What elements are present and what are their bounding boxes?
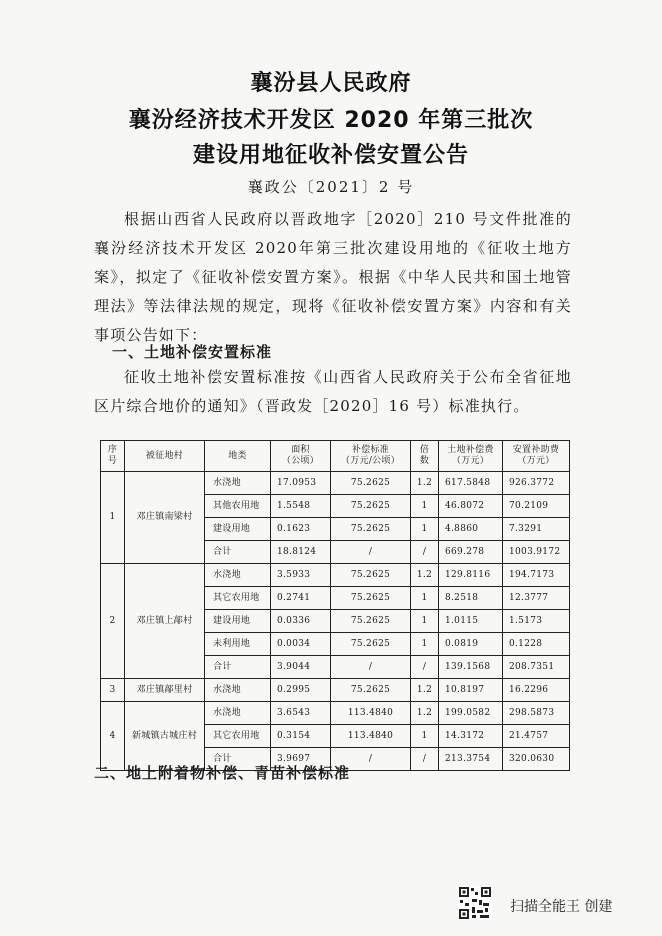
cell-land-fee: 129.8116 bbox=[439, 564, 503, 587]
cell-subsidy: 21.4757 bbox=[503, 725, 570, 748]
cell-land-fee: 669.278 bbox=[439, 541, 503, 564]
cell-standard: 75.2625 bbox=[331, 472, 411, 495]
cell-land-fee: 199.0582 bbox=[439, 702, 503, 725]
cell-standard: 75.2625 bbox=[331, 610, 411, 633]
cell-area: 3.9044 bbox=[271, 656, 331, 679]
cell-subsidy: 16.2296 bbox=[503, 679, 570, 702]
cell-multiple: 1.2 bbox=[411, 702, 439, 725]
cell-seq: 3 bbox=[101, 679, 125, 702]
cell-land-fee: 8.2518 bbox=[439, 587, 503, 610]
cell-village: 邓庄镇南梁村 bbox=[125, 472, 205, 564]
cell-seq: 1 bbox=[101, 472, 125, 564]
cell-subsidy: 7.3291 bbox=[503, 518, 570, 541]
cell-land-fee: 213.3754 bbox=[439, 748, 503, 771]
cell-multiple: 1.2 bbox=[411, 564, 439, 587]
cell-standard: 75.2625 bbox=[331, 564, 411, 587]
cell-standard: 75.2625 bbox=[331, 495, 411, 518]
header-subsidy: 安置补助费 （万元） bbox=[503, 441, 570, 472]
cell-subsidy: 0.1228 bbox=[503, 633, 570, 656]
cell-land-type: 建设用地 bbox=[205, 610, 271, 633]
cell-land-type: 合计 bbox=[205, 656, 271, 679]
cell-land-fee: 14.3172 bbox=[439, 725, 503, 748]
cell-land-type: 其他农用地 bbox=[205, 495, 271, 518]
cell-subsidy: 194.7173 bbox=[503, 564, 570, 587]
cell-land-fee: 617.5848 bbox=[439, 472, 503, 495]
cell-subsidy: 1.5173 bbox=[503, 610, 570, 633]
cell-land-fee: 0.0819 bbox=[439, 633, 503, 656]
cell-multiple: 1 bbox=[411, 495, 439, 518]
cell-multiple: / bbox=[411, 541, 439, 564]
cell-standard: 113.4840 bbox=[331, 725, 411, 748]
cell-village: 邓庄镇上鄗村 bbox=[125, 564, 205, 679]
cell-standard: / bbox=[331, 656, 411, 679]
cell-standard: 75.2625 bbox=[331, 587, 411, 610]
table-row bbox=[101, 679, 570, 702]
header-area: 面积 （公顷） bbox=[271, 441, 331, 472]
cell-multiple: 1 bbox=[411, 725, 439, 748]
cell-area: 0.0336 bbox=[271, 610, 331, 633]
header-village: 被征地村 bbox=[125, 441, 205, 472]
cell-land-fee: 1.0115 bbox=[439, 610, 503, 633]
cell-standard: / bbox=[331, 541, 411, 564]
cell-land-type: 建设用地 bbox=[205, 518, 271, 541]
intro-paragraph: 根据山西省人民政府以晋政地字［2020］210 号文件批准的襄汾经济技术开发区 2020年第三批次建设用地的《征收土地方案》，拟定了《征收补偿安置方案》。根据《中华人民共和国土地管理法》等法律法规的规定，现将《征收补偿安置方案》内容和有关事项公告如下： bbox=[94, 210, 572, 344]
cell-subsidy: 70.2109 bbox=[503, 495, 570, 518]
cell-standard: 75.2625 bbox=[331, 518, 411, 541]
cell-seq: 4 bbox=[101, 702, 125, 771]
cell-land-fee: 139.1568 bbox=[439, 656, 503, 679]
notice-title-line2: 建设用地征收补偿安置公告 bbox=[192, 143, 469, 168]
cell-area: 0.3154 bbox=[271, 725, 331, 748]
cell-land-type: 其它农用地 bbox=[205, 587, 271, 610]
cell-area: 0.2995 bbox=[271, 679, 331, 702]
cell-standard: 75.2625 bbox=[331, 633, 411, 656]
cell-subsidy: 320.0630 bbox=[503, 748, 570, 771]
header-seq: 序 号 bbox=[101, 441, 125, 472]
cell-multiple: 1.2 bbox=[411, 472, 439, 495]
cell-land-fee: 10.8197 bbox=[439, 679, 503, 702]
table-row bbox=[101, 472, 570, 495]
cell-subsidy: 208.7351 bbox=[503, 656, 570, 679]
cell-multiple: / bbox=[411, 748, 439, 771]
table-header-row bbox=[101, 441, 570, 472]
cell-land-fee: 46.8072 bbox=[439, 495, 503, 518]
cell-subsidy: 926.3772 bbox=[503, 472, 570, 495]
cell-multiple: 1 bbox=[411, 610, 439, 633]
cell-land-fee: 4.8860 bbox=[439, 518, 503, 541]
section1-paragraph: 征收土地补偿安置标准按《山西省人民政府关于公布全省征地区片综合地价的通知》（晋政发［2020］16 号）标准执行。 bbox=[94, 368, 572, 415]
notice-title-line1: 襄汾经济技术开发区 2020 年第三批次 bbox=[128, 108, 534, 133]
table-row bbox=[101, 702, 570, 725]
cell-area: 1.5548 bbox=[271, 495, 331, 518]
scanner-watermark bbox=[458, 886, 648, 926]
cell-area: 3.9697 bbox=[271, 748, 331, 771]
cell-multiple: 1.2 bbox=[411, 679, 439, 702]
document-number: 襄政公〔2021〕2 号 bbox=[247, 178, 415, 196]
header-land-type: 地类 bbox=[205, 441, 271, 472]
cell-village: 新城镇古城庄村 bbox=[125, 702, 205, 771]
cell-village: 邓庄镇鄗里村 bbox=[125, 679, 205, 702]
cell-multiple: 1 bbox=[411, 633, 439, 656]
cell-standard: 113.4840 bbox=[331, 702, 411, 725]
header-standard: 补偿标准 （万元/公顷） bbox=[331, 441, 411, 472]
compensation-table bbox=[100, 440, 570, 771]
cell-area: 3.6543 bbox=[271, 702, 331, 725]
cell-area: 0.1623 bbox=[271, 518, 331, 541]
table-row bbox=[101, 564, 570, 587]
cell-multiple: / bbox=[411, 656, 439, 679]
cell-land-type: 合计 bbox=[205, 748, 271, 771]
cell-multiple: 1 bbox=[411, 518, 439, 541]
cell-land-type: 水浇地 bbox=[205, 472, 271, 495]
cell-area: 18.8124 bbox=[271, 541, 331, 564]
issuer-title: 襄汾县人民政府 bbox=[250, 71, 412, 96]
cell-land-type: 水浇地 bbox=[205, 564, 271, 587]
qr-code-icon bbox=[458, 886, 492, 920]
cell-area: 0.0034 bbox=[271, 633, 331, 656]
header-land-fee: 土地补偿费 （万元） bbox=[439, 441, 503, 472]
header-multiple: 倍 数 bbox=[411, 441, 439, 472]
cell-multiple: 1 bbox=[411, 587, 439, 610]
cell-standard: / bbox=[331, 748, 411, 771]
section1-heading: 一、土地补偿安置标准 bbox=[112, 343, 273, 361]
section2-heading: 二、地上附着物补偿、青苗补偿标准 bbox=[94, 764, 351, 782]
cell-land-type: 水浇地 bbox=[205, 702, 271, 725]
cell-land-type: 水浇地 bbox=[205, 679, 271, 702]
cell-subsidy: 12.3777 bbox=[503, 587, 570, 610]
cell-land-type: 合计 bbox=[205, 541, 271, 564]
cell-land-type: 其它农用地 bbox=[205, 725, 271, 748]
cell-subsidy: 1003.9172 bbox=[503, 541, 570, 564]
cell-area: 17.0953 bbox=[271, 472, 331, 495]
cell-standard: 75.2625 bbox=[331, 679, 411, 702]
cell-subsidy: 298.5873 bbox=[503, 702, 570, 725]
cell-seq: 2 bbox=[101, 564, 125, 679]
cell-land-type: 未利用地 bbox=[205, 633, 271, 656]
scanner-label: 扫描全能王 创建 bbox=[510, 899, 613, 915]
cell-area: 0.2741 bbox=[271, 587, 331, 610]
cell-area: 3.5933 bbox=[271, 564, 331, 587]
